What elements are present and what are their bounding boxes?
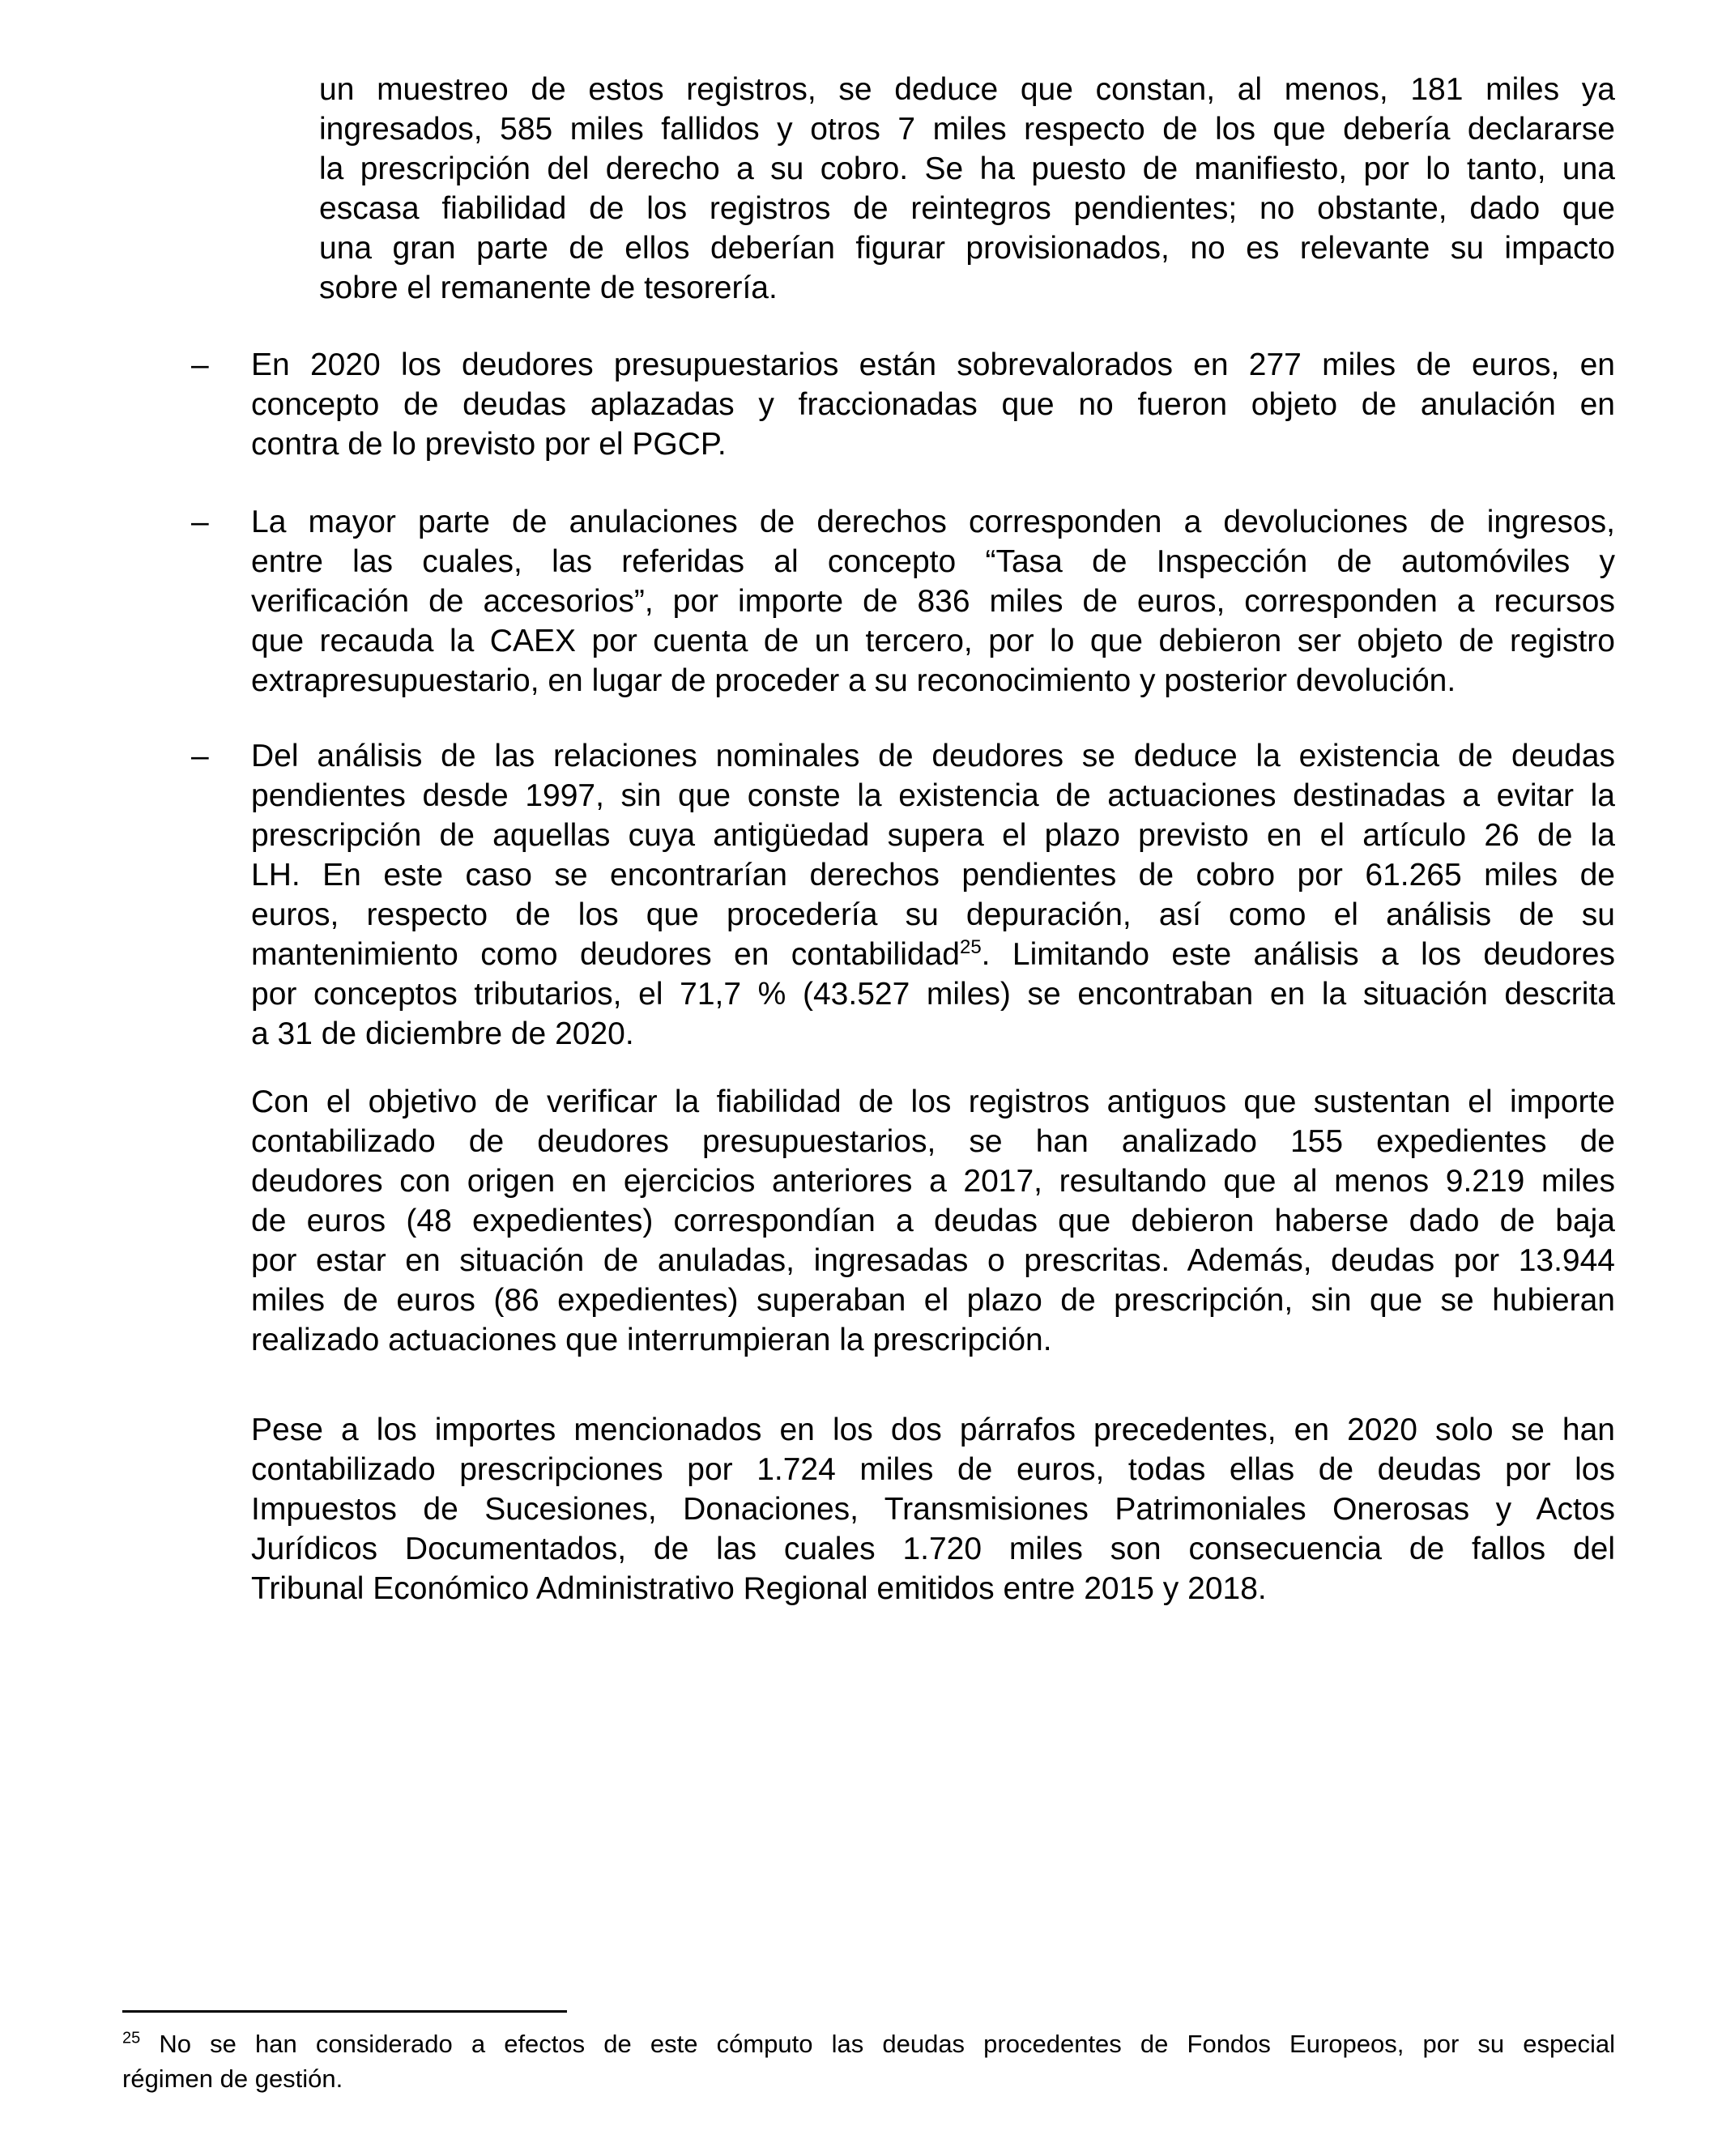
- text-line: sobre el remanente de tesorería.: [319, 271, 778, 305]
- footnote: [122, 2026, 1615, 2096]
- text-line: escasa fiabilidad de los registros de reintegros pendientes; no obstante, dado que: [319, 191, 1615, 226]
- text-line: En 2020 los deudores presupuestarios están sobrevalorados en 277 miles de euros, en: [251, 347, 1615, 382]
- paragraph-expedientes-analizados: [251, 1082, 1615, 1360]
- paragraph-anulaciones: [251, 502, 1615, 701]
- text-line: contabilizado de deudores presupuestarios, se han analizado 155 expedientes de: [251, 1124, 1615, 1159]
- paragraph-relaciones-nominales: [251, 736, 1615, 1054]
- text-line: extrapresupuestario, en lugar de proceder a su reconocimiento y posterior devolución.: [251, 663, 1456, 698]
- text-line: pendientes desde 1997, sin que conste la existencia de actuaciones destinadas a evitar la: [251, 778, 1615, 813]
- footnote-number: 25: [122, 2029, 141, 2047]
- text-line: [251, 935, 1615, 974]
- bullet-dash-icon: –: [191, 505, 209, 539]
- text-segment: No se han considerado a efectos de este cómputo las deudas procedentes de Fondos Europeos, por su especial: [159, 2030, 1615, 2058]
- text-line: un muestreo de estos registros, se deduce que constan, al menos, 181 miles ya: [319, 72, 1615, 107]
- footnote-separator: [122, 2010, 567, 2013]
- text-line: La mayor parte de anulaciones de derechos corresponden a devoluciones de ingresos,: [251, 505, 1615, 539]
- text-line: que recauda la CAEX por cuenta de un tercero, por lo que debieron ser objeto de registro: [251, 624, 1615, 658]
- text-line: contra de lo previsto por el PGCP.: [251, 427, 727, 462]
- text-line: concepto de deudas aplazadas y fraccionadas que no fueron objeto de anulación en: [251, 387, 1615, 422]
- text-segment: mantenimiento como deudores en contabilidad: [251, 937, 960, 972]
- text-line: [122, 2026, 1615, 2061]
- text-line: Impuestos de Sucesiones, Donaciones, Transmisiones Patrimoniales Onerosas y Actos: [251, 1492, 1615, 1527]
- text-line: Pese a los importes mencionados en los dos párrafos precedentes, en 2020 solo se han: [251, 1412, 1615, 1447]
- text-line: verificación de accesorios”, por importe de 836 miles de euros, corresponden a recursos: [251, 584, 1615, 619]
- text-line: Tribunal Económico Administrativo Regional emitidos entre 2015 y 2018.: [251, 1571, 1267, 1606]
- paragraph-reintegros: [319, 70, 1615, 308]
- paragraph-deudores-sobrevalorados: [251, 345, 1615, 464]
- text-line: la prescripción del derecho a su cobro. Se ha puesto de manifiesto, por lo tanto, una: [319, 151, 1615, 186]
- text-line: Del análisis de las relaciones nominales de deudores se deduce la existencia de deudas: [251, 739, 1615, 773]
- text-line: deudores con origen en ejercicios anteriores a 2017, resultando que al menos 9.219 miles: [251, 1164, 1615, 1199]
- text-line: por estar en situación de anuladas, ingresadas o prescritas. Además, deudas por 13.944: [251, 1243, 1615, 1278]
- text-line: una gran parte de ellos deberían figurar provisionados, no es relevante su impacto: [319, 231, 1615, 266]
- text-segment: . Limitando este análisis a los deudores: [981, 937, 1615, 972]
- text-line: por conceptos tributarios, el 71,7 % (43.527 miles) se encontraban en la situación descrita: [251, 977, 1615, 1012]
- text-line: Jurídicos Documentados, de las cuales 1.720 miles son consecuencia de fallos del: [251, 1532, 1615, 1566]
- text-line: ingresados, 585 miles fallidos y otros 7 miles respecto de los que debería declararse: [319, 112, 1615, 147]
- bullet-dash-icon: –: [191, 347, 209, 382]
- footnote-reference[interactable]: 25: [959, 936, 982, 958]
- text-line: de euros (48 expedientes) correspondían a deudas que debieron haberse dado de baja: [251, 1204, 1615, 1238]
- text-line: contabilizado prescripciones por 1.724 miles de euros, todas ellas de deudas por los: [251, 1452, 1615, 1487]
- text-line: euros, respecto de los que procedería su depuración, así como el análisis de su: [251, 897, 1615, 932]
- text-line: entre las cuales, las referidas al concepto “Tasa de Inspección de automóviles y: [251, 544, 1615, 579]
- paragraph-prescripciones: [251, 1410, 1615, 1608]
- text-line: prescripción de aquellas cuya antigüedad supera el plazo previsto en el artículo 26 de la: [251, 818, 1615, 853]
- text-line: LH. En este caso se encontrarían derechos pendientes de cobro por 61.265 miles de: [251, 858, 1615, 893]
- bullet-dash-icon: –: [191, 739, 209, 773]
- text-line: realizado actuaciones que interrumpieran la prescripción.: [251, 1323, 1052, 1357]
- text-line: régimen de gestión.: [122, 2064, 343, 2093]
- text-line: a 31 de diciembre de 2020.: [251, 1016, 634, 1051]
- text-line: miles de euros (86 expedientes) superaban el plazo de prescripción, sin que se hubieran: [251, 1283, 1615, 1318]
- text-line: Con el objetivo de verificar la fiabilidad de los registros antiguos que sustentan el importe: [251, 1084, 1615, 1119]
